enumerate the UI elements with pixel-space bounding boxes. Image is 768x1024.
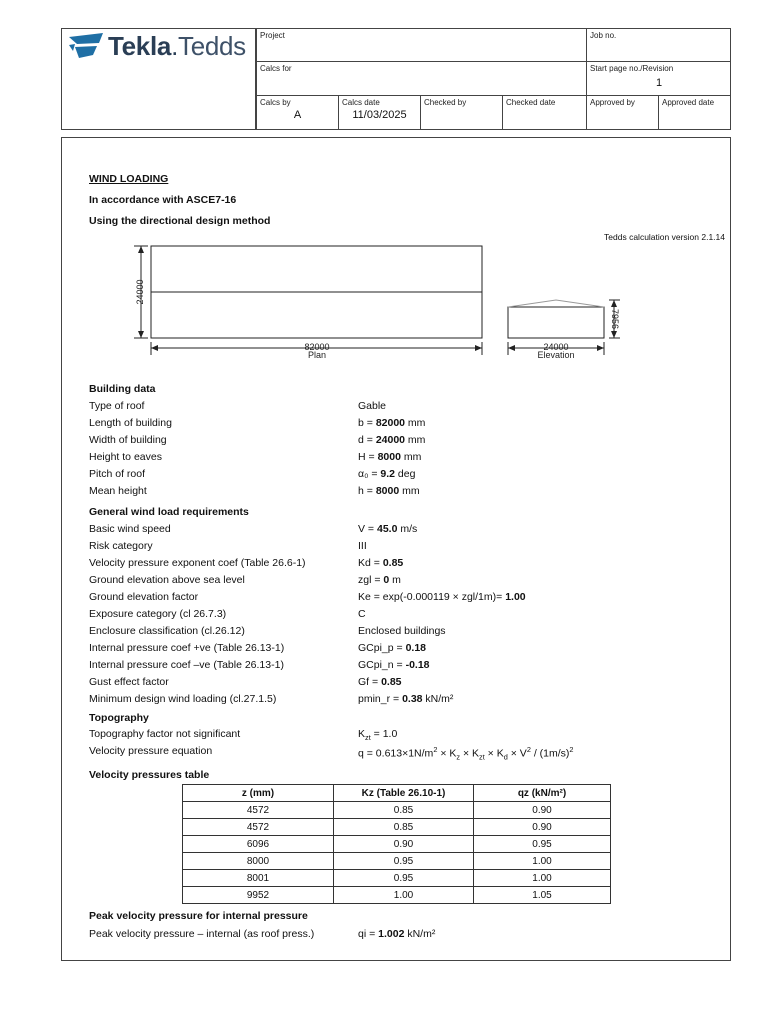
general-row-symbol: Gf =	[358, 676, 382, 688]
building-data-row-label: Width of building	[89, 434, 167, 446]
general-row-label: Ground elevation factor	[89, 591, 199, 603]
peak-number: 1.002	[378, 928, 405, 940]
table-row	[183, 870, 611, 887]
cell-kz: 0.90	[334, 836, 474, 853]
cell-qz: 1.05	[474, 887, 611, 904]
general-row-label: Enclosure classification (cl.26.12)	[89, 625, 245, 637]
elev-width-dim-text: 24000	[543, 342, 569, 352]
cell-qz: 0.95	[474, 836, 611, 853]
general-row-label: Risk category	[89, 540, 153, 552]
general-row-unit: m/s	[397, 523, 418, 535]
cell-kz: 0.95	[334, 853, 474, 870]
building-data-row-value	[358, 434, 425, 446]
cell-qz: 0.90	[474, 819, 611, 836]
checked-by-label: Checked by	[424, 98, 467, 107]
col-z: z (mm)	[183, 785, 334, 802]
peak-unit: kN/m²	[404, 928, 436, 940]
general-row-symbol: GCpi_p =	[358, 642, 406, 654]
general-row-value	[358, 659, 430, 671]
cell-kz: 0.85	[334, 819, 474, 836]
general-row-label: Ground elevation above sea level	[89, 574, 245, 586]
cell-z: 8001	[183, 870, 334, 887]
start-page-value: 1	[655, 77, 663, 89]
building-data-row-unit: deg	[395, 468, 416, 480]
logo-brand-tekla: Tekla	[108, 31, 172, 61]
building-data-row-number: 9.2	[380, 468, 396, 480]
general-row-symbol: GCpi_n =	[358, 659, 406, 671]
building-data-row-unit: mm	[405, 434, 426, 446]
cell-qz: 1.00	[474, 853, 611, 870]
start-page-label: Start page no./Revision	[590, 64, 674, 73]
elevation-label: Elevation	[537, 350, 575, 360]
general-row-label: Gust effect factor	[89, 676, 169, 688]
standard-line: In accordance with ASCE7-16	[89, 194, 237, 206]
building-data-row-symbol: H =	[358, 451, 378, 463]
cell-z: 8000	[183, 853, 334, 870]
table-header-row	[183, 785, 611, 802]
checked-date-label: Checked date	[506, 98, 556, 107]
building-data-row-label: Height to eaves	[89, 451, 162, 463]
general-row-number: 0.38	[402, 693, 423, 705]
general-row-value	[358, 608, 366, 620]
col-qz: qz (kN/m²)	[474, 785, 611, 802]
job-no-label: Job no.	[590, 31, 617, 40]
general-row-number: 0	[383, 574, 390, 586]
elevation-roof-line	[508, 300, 604, 307]
general-row-number: 0.18	[405, 642, 427, 654]
calcs-by-label: Calcs by	[260, 98, 291, 107]
building-data-heading: Building data	[89, 383, 156, 395]
general-heading: General wind load requirements	[89, 506, 249, 518]
general-row-label: Velocity pressure exponent coef (Table 26.6-1)	[89, 557, 306, 569]
general-row-value	[358, 642, 426, 654]
cell-kz: 0.85	[334, 802, 474, 819]
general-row-label: Minimum design wind loading (cl.27.1.5)	[89, 693, 277, 705]
general-row-symbol: pmin_r =	[358, 693, 403, 705]
cell-z: 9952	[183, 887, 334, 904]
building-data-row-value	[358, 400, 386, 412]
general-row-number: -0.18	[405, 659, 430, 671]
building-data-row-value	[358, 485, 420, 497]
approved-by-label: Approved by	[590, 98, 635, 107]
cell-z: 4572	[183, 819, 334, 836]
calcs-date-value: 11/03/2025	[352, 109, 407, 121]
general-row-value	[358, 676, 402, 688]
topography-heading: Topography	[89, 712, 149, 724]
cell-z: 6096	[183, 836, 334, 853]
building-drawing	[0, 0, 768, 380]
general-row-value	[358, 574, 401, 586]
project-label: Project	[260, 31, 285, 40]
calcs-for-label: Calcs for	[260, 64, 292, 73]
building-data-row-label: Mean height	[89, 485, 147, 497]
general-row-label: Internal pressure coef +ve (Table 26.13-1)	[89, 642, 285, 654]
logo-brand-tedds: Tedds	[178, 31, 246, 61]
velocity-eq-value: $q = 0.613\times 1N/m^2 \times K_z \times K_{zt} \times K_d \times V^2 / (1m/s)^2$	[358, 745, 574, 762]
col-kz: Kz (Table 26.10-1)	[334, 785, 474, 802]
velocity-table-heading: Velocity pressures table	[89, 769, 210, 781]
building-data-row-unit: mm	[400, 451, 422, 463]
method-line: Using the directional design method	[89, 215, 271, 227]
topography-factor-value: $K_{zt} = 1.0$	[358, 728, 398, 743]
plan-length-dim-text: 82000	[304, 342, 330, 352]
elev-height-dim-text: 7956	[610, 308, 620, 330]
plan-width-dim-text: 24000	[135, 279, 145, 305]
peak-heading: Peak velocity pressure for internal pressure	[89, 910, 308, 922]
general-row-symbol: V =	[358, 523, 377, 535]
building-data-row-number: 82000	[375, 417, 406, 429]
general-row-value	[358, 523, 417, 535]
building-data-row-number: 8000	[377, 451, 401, 463]
table-row	[183, 819, 611, 836]
cell-kz: 0.95	[334, 870, 474, 887]
topography-factor-label: Topography factor not significant	[89, 728, 241, 740]
section-title: WIND LOADING	[89, 173, 169, 185]
velocity-eq-label: Velocity pressure equation	[89, 745, 213, 757]
velocity-pressures-table	[182, 784, 611, 904]
approved-date-label: Approved date	[662, 98, 715, 107]
general-row-value	[358, 540, 367, 552]
general-row-number: 1.00	[505, 591, 526, 603]
general-row-label: Internal pressure coef –ve (Table 26.13-1)	[89, 659, 284, 671]
table-row	[183, 836, 611, 853]
general-row-number: 45.0	[376, 523, 398, 535]
building-data-row-symbol: d =	[358, 434, 376, 446]
general-row-label: Exposure category (cl 26.7.3)	[89, 608, 227, 620]
general-row-value	[358, 693, 453, 705]
general-row-symbol: Ke = exp(-0.000119 × zgl/1m)=	[358, 591, 506, 603]
table-row	[183, 853, 611, 870]
plan-label: Plan	[307, 350, 327, 360]
building-data-row-label: Type of roof	[89, 400, 145, 412]
table-row	[183, 887, 611, 904]
general-row-value	[358, 625, 446, 637]
building-data-row-number: 24000	[375, 434, 406, 446]
peak-symbol: qi =	[358, 928, 379, 940]
building-data-row-unit: mm	[399, 485, 420, 497]
building-data-row-value	[358, 417, 425, 429]
general-row-number: Enclosed buildings	[358, 625, 446, 637]
general-row-symbol: Kd =	[358, 557, 383, 569]
version-line: Tedds calculation version 2.1.14	[604, 232, 725, 242]
general-row-label: Basic wind speed	[89, 523, 171, 535]
building-data-row-number: 8000	[375, 485, 400, 497]
building-data-row-unit: mm	[405, 417, 426, 429]
table-row	[183, 802, 611, 819]
building-data-row-symbol: α₀ =	[358, 468, 381, 480]
elevation-outline	[508, 307, 604, 338]
cell-qz: 0.90	[474, 802, 611, 819]
general-row-value	[358, 557, 403, 569]
building-data-row-number: Gable	[358, 400, 387, 412]
logo-dot: .	[171, 31, 178, 61]
general-row-symbol: zgl =	[358, 574, 384, 586]
cell-z: 4572	[183, 802, 334, 819]
calcs-by-value: A	[293, 109, 302, 121]
general-row-number: 0.85	[381, 676, 402, 688]
general-row-number: C	[358, 608, 366, 620]
general-row-unit: kN/m²	[422, 693, 454, 705]
building-data-row-value	[358, 468, 415, 480]
general-row-number: 0.85	[382, 557, 404, 569]
general-row-number: III	[358, 540, 367, 552]
peak-value	[358, 928, 435, 940]
building-data-row-symbol: b =	[358, 417, 376, 429]
building-data-row-value	[358, 451, 421, 463]
building-data-row-symbol: h =	[358, 485, 376, 497]
building-data-row-label: Length of building	[89, 417, 172, 429]
calcs-date-label: Calcs date	[342, 98, 380, 107]
cell-kz: 1.00	[334, 887, 474, 904]
peak-label: Peak velocity pressure – internal (as roof press.)	[89, 928, 315, 940]
building-data-row-label: Pitch of roof	[89, 468, 146, 480]
general-row-value	[358, 591, 526, 603]
cell-qz: 1.00	[474, 870, 611, 887]
general-row-unit: m	[389, 574, 401, 586]
